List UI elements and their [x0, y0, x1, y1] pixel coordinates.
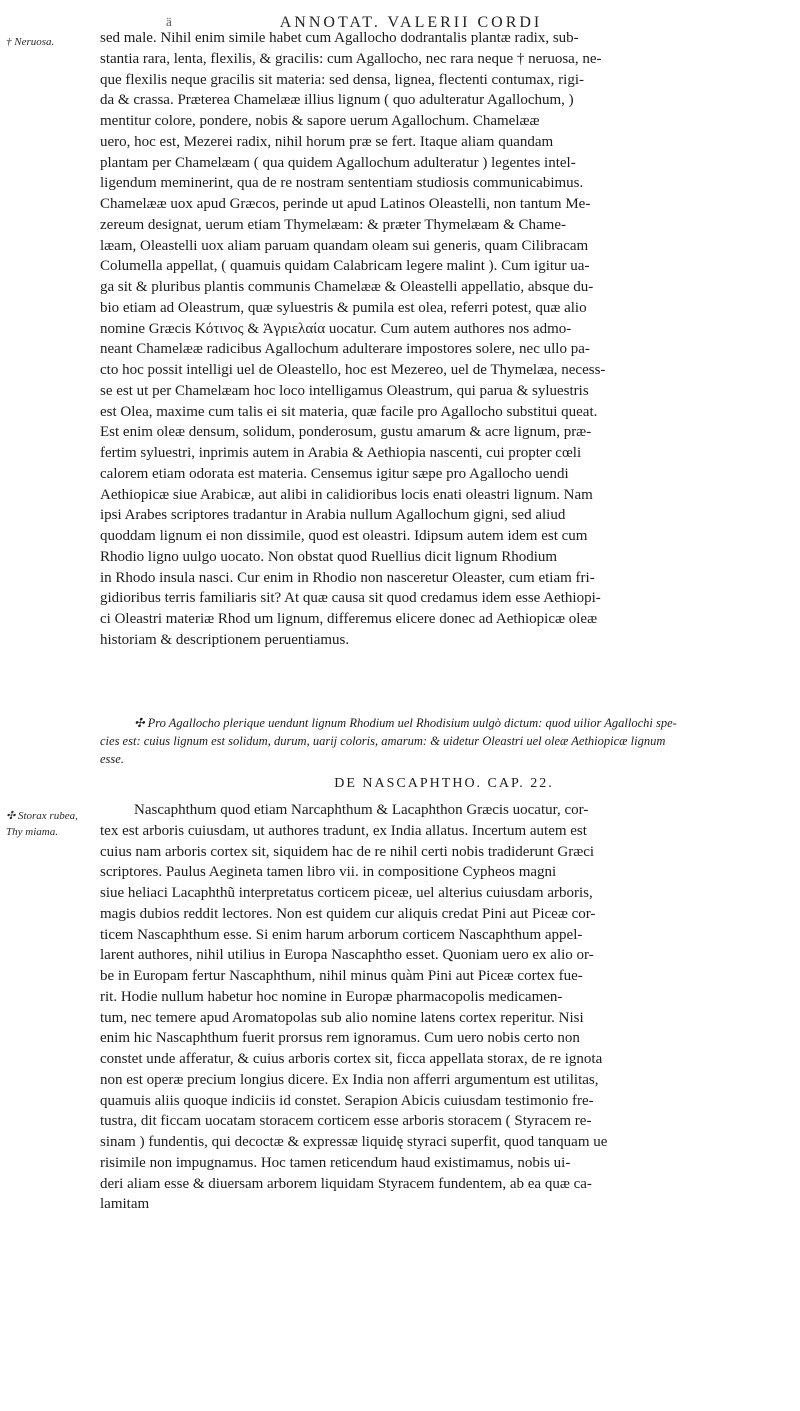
text-line: non est operæ precium longius dicere. Ex India non afferri argumentum est utilitas, — [100, 1071, 599, 1088]
text-line: siue heliaci Lacaphthũ interpretatus corticem piceæ, uel alterius cuiusdam arboris, — [100, 885, 593, 901]
text-line: historiam & descriptionem peruentiamus. — [100, 631, 350, 648]
text-line: que flexilis neque gracilis sit materia: sed densa, lignea, flectenti contumax, rigi- — [100, 71, 585, 88]
text-line: Est enim oleæ densum, solidum, ponderosum, gustu amarum & acre lignum, præ- — [100, 424, 592, 441]
text-line: rit. Hodie nullum habetur hoc nomine in Europæ pharmacopolis medicamen- — [100, 988, 563, 1005]
text-line: da & crassa. Præterea Chamelææ illius lignum ( quo adulteratur Agallochum, ) — [100, 92, 574, 109]
text-line: ticem Nascaphthum esse. Si enim harum arborum corticem Nascaphthum appel- — [100, 926, 583, 943]
text-line: constet unde afferatur, & cuius arboris cortex sit, ficca appellata storax, de re ignota — [100, 1051, 603, 1067]
text-line: quoddam lignum ei non dissimile, quod est oleastri. Idipsum autem idem est cum — [100, 528, 588, 544]
text-line: zereum designat, uerum etiam Thymelæam: & præter Thymelæam & Chame- — [100, 216, 566, 233]
text-line: se est ut per Chamelæam hoc loco intelligamus Oleastrum, qui parua & syluestris — [100, 382, 589, 399]
text-line: Aethiopicæ siue Arabicæ, aut alibi in calidioribus locis enati oleastri lignum. Nam — [100, 486, 593, 503]
text-line: est Olea, maxime cum talis ei sit materia, quæ facile pro Agallocho substitui queat. — [100, 403, 598, 420]
text-line: Nascaphthum quod etiam Narcaphthum & Lacaphthon Græcis uocatur, cor- — [134, 802, 589, 818]
text-line: uero, hoc est, Mezerei radix, nihil horum præ se fert. Itaque aliam quandam — [100, 133, 554, 150]
text-line: enim hic Nascaphthum fuerit prorsus rem ignoramus. Cum uero nobis certo non — [100, 1030, 580, 1047]
text-line: Chamelææ uox apud Græcos, perinde ut apud Latinos Oleastelli, non tantum Me- — [100, 196, 591, 212]
text-line: neant Chamelææ radicibus Agallochum adulterare impostores solere, nec ullo pa- — [100, 341, 590, 358]
text-line: lamitam — [100, 1196, 150, 1213]
text-line: be in Europam fertur Nascaphthum, nihil minus quàm Pini aut Piceæ cortex fue- — [100, 968, 583, 984]
text-line: deri aliam esse & diuersam arborem liquidam Styracem fundentem, ab ea quæ ca- — [100, 1175, 592, 1192]
text-line: cuius nam arboris cortex sit, siquidem hac de re nihil certi nobis tradiderunt Græci — [100, 843, 595, 860]
running-head: ANNOTAT. VALERII CORDI — [279, 14, 543, 31]
text-line: calorem etiam odorata est materia. Censemus igitur sæpe pro Agallocho uendi — [100, 465, 569, 482]
page-mark: ä — [166, 14, 172, 29]
text-line: ga sit & pluribus plantis communis Chamelææ & Oleastelli appellatio, absque du- — [100, 279, 594, 295]
text-line: in Rhodo insula nasci. Cur enim in Rhodio non nasceretur Oleaster, cum etiam fri- — [100, 569, 595, 586]
text-line: Rhodio ligno uulgo uocato. Non obstat quod Ruellius dicit lignum Rhodium — [100, 548, 558, 565]
text-line: sinam ) fundentis, qui decoctæ & expressæ liquidę styraci superfit, quod tanquam ue — [100, 1134, 608, 1150]
text-line: bio etiam ad Oleastrum, quæ syluestris & pumila est olea, referri potest, quæ alio — [100, 299, 587, 316]
text-line: plantam per Chamelæam ( qua quidem Agallochum adulteratur ) legentes intel- — [100, 154, 576, 171]
text-line: Columella appellat, ( quamuis quidam Calabricam legere malint ). Cum igitur ua- — [100, 258, 590, 275]
text-line: risimile non impugnamus. Hoc tamen reticendum haud existimamus, nobis ui- — [100, 1154, 571, 1171]
text-line: tustra, dit ficcam uocatam storacem corticem esse arboris storacem ( Styracem re- — [100, 1113, 592, 1130]
text-line: ci Oleastri materiæ Rhod um lignum, differemus elicere donec ad Aethiopicæ oleæ — [100, 611, 598, 627]
text-line: fertim syluestri, inprimis autem in Arabia & Aethiopia nascenti, cui propter cœli — [100, 445, 582, 461]
margin-note-storax: ✣ Storax rubea, Thy miama. — [6, 810, 78, 838]
text-line: ipsi Arabes scriptores tradantur in Arabia nullum Agallochum gigni, sed aliud — [100, 507, 566, 524]
text-line: tex est arboris cuiusdam, ut authores tradunt, ex India allatus. Incertum autem est — [100, 822, 587, 839]
text-line: larent authores, nihil utilius in Europa Nascaphtho esset. Quoniam uero ex alio or- — [100, 947, 594, 964]
text-line: quamuis aliis quoque indiciis id constet. Serapion Abicis cuiusdam testimonio fre- — [100, 1092, 594, 1109]
text-line: scriptores. Paulus Aegineta tamen libro vii. in compositione Cypheos magni — [100, 864, 557, 881]
footnote-agallochum — [100, 714, 788, 768]
text-line: ligendum meminerint, qua de re nostram sententiam studiosis communicabimus. — [100, 175, 584, 192]
text-line: magis dubios reddit lectores. Non est quidem cur aliquis credat Pini aut Piceæ cor- — [100, 905, 596, 922]
chapter-heading: DE NASCAPHTHO. CAP. 22. — [334, 776, 554, 791]
footnote-line: esse. — [100, 752, 124, 766]
text-line: sed male. Nihil enim simile habet cum Agallocho dodrantalis plantæ radix, sub- — [100, 30, 579, 46]
text-line: tum, nec temere apud Aromatopolas sub alio nomine latens cortex reperitur. Nisi — [100, 1009, 584, 1026]
text-line: mentitur colore, pondere, nobis & sapore uerum Agallochum. Chamelææ — [100, 113, 540, 129]
text-line: gidioribus terris familiaris sit? At quæ causa sit quod credamus idem esse Aethiopi- — [100, 590, 601, 607]
section-agallochum-body — [100, 28, 788, 651]
text-line: læam, Oleastelli uox aliam paruam quandam oleam sui generis, quam Cilibracam — [100, 237, 589, 254]
footnote-line: ✣ Pro Agallocho plerique uendunt lignum Rhodium uel Rhodisium uulgò dictum: quod uilior Agallochi spe- — [134, 716, 677, 730]
footnote-line: cies est: cuius lignum est solidum, durum, uarij coloris, amarum: & uidetur Oleastri uel oleæ Aethiopicæ lignum — [100, 734, 666, 748]
margin-note-neruosa: † Neruosa. — [6, 36, 55, 48]
text-line: stantia rara, lenta, flexilis, & gracilis: cum Agallocho, nec rara neque † neruosa, ne- — [100, 50, 602, 67]
text-line: nomine Græcis Κότινος & Ἀγριελαία uocatur. Cum autem authores nos admo- — [100, 320, 572, 337]
chapter-nascaphthum-body — [100, 800, 788, 1215]
text-line: cto hoc possit intelligi uel de Oleastello, hoc est Mezereo, uel de Thymelæa, necess- — [100, 362, 606, 378]
